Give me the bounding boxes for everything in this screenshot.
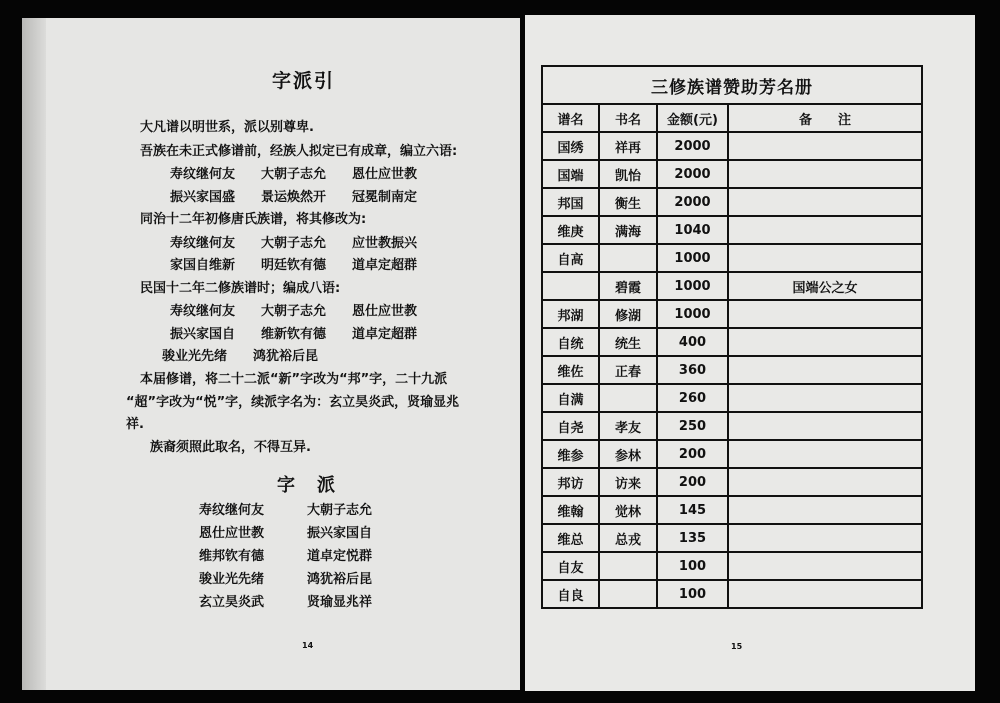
amount-cell: 100 bbox=[657, 580, 728, 608]
book-name-cell bbox=[599, 244, 657, 272]
book-name-cell bbox=[599, 552, 657, 580]
text-line: 振兴家国盛 景运焕然开 冠冕制南定 bbox=[170, 190, 418, 205]
amount-cell: 400 bbox=[657, 328, 728, 356]
book-name-cell: 衡生 bbox=[599, 188, 657, 216]
generation-names: 鸿犹裕后昆 bbox=[307, 572, 373, 587]
pu-name-cell: 维佐 bbox=[542, 356, 599, 384]
text-line: 大凡谱以明世系，派以别尊卑. bbox=[140, 120, 314, 135]
remarks-cell bbox=[728, 468, 922, 496]
text-line: 祥. bbox=[126, 417, 144, 432]
remarks-cell bbox=[728, 356, 922, 384]
pu-name-cell: 邦国 bbox=[542, 188, 599, 216]
amount-cell: 250 bbox=[657, 412, 728, 440]
sponsor-table bbox=[541, 65, 923, 609]
amount-cell: 260 bbox=[657, 384, 728, 412]
remarks-cell bbox=[728, 132, 922, 160]
book-name-cell: 参林 bbox=[599, 440, 657, 468]
book-name-cell: 总戎 bbox=[599, 524, 657, 552]
table-row bbox=[542, 496, 922, 524]
text-line: 同治十二年初修唐氏族谱，将其修改为: bbox=[140, 212, 367, 227]
header-book-name: 书名 bbox=[599, 104, 657, 132]
remarks-cell: 国端公之女 bbox=[728, 272, 922, 300]
table-row bbox=[542, 440, 922, 468]
amount-cell: 1000 bbox=[657, 272, 728, 300]
text-line: 民国十二年二修族谱时；编成八语: bbox=[140, 281, 341, 296]
book-name-cell: 正春 bbox=[599, 356, 657, 384]
text-line: 寿纹继何友 大朝子志允 恩仕应世教 bbox=[170, 304, 418, 319]
pu-name-cell: 维总 bbox=[542, 524, 599, 552]
table-row bbox=[542, 188, 922, 216]
header-remarks: 备 注 bbox=[728, 104, 922, 132]
book-name-cell: 访来 bbox=[599, 468, 657, 496]
pu-name-cell: 自满 bbox=[542, 384, 599, 412]
page-number: 15 bbox=[731, 642, 743, 651]
book-name-cell: 修湖 bbox=[599, 300, 657, 328]
pu-name-cell: 邦访 bbox=[542, 468, 599, 496]
amount-cell: 1040 bbox=[657, 216, 728, 244]
text-line: 寿纹继何友 大朝子志允 恩仕应世教 bbox=[170, 167, 418, 182]
generation-names: 骏业光先绪 bbox=[199, 572, 265, 587]
book-name-cell: 祥再 bbox=[599, 132, 657, 160]
book-name-cell bbox=[599, 384, 657, 412]
section-subtitle: 字 派 bbox=[277, 475, 337, 496]
book-name-cell: 孝友 bbox=[599, 412, 657, 440]
table-row bbox=[542, 356, 922, 384]
table-row bbox=[542, 300, 922, 328]
remarks-cell bbox=[728, 216, 922, 244]
table-row bbox=[542, 216, 922, 244]
amount-cell: 2000 bbox=[657, 132, 728, 160]
table-row bbox=[542, 132, 922, 160]
left-page bbox=[22, 18, 520, 690]
remarks-cell bbox=[728, 384, 922, 412]
table-row bbox=[542, 244, 922, 272]
generation-names: 寿纹继何友 bbox=[199, 503, 265, 518]
amount-cell: 200 bbox=[657, 440, 728, 468]
table-header bbox=[542, 104, 922, 132]
amount-cell: 1000 bbox=[657, 300, 728, 328]
pu-name-cell: 自尧 bbox=[542, 412, 599, 440]
pu-name-cell: 自良 bbox=[542, 580, 599, 608]
pu-name-cell: 邦湖 bbox=[542, 300, 599, 328]
table-row bbox=[542, 552, 922, 580]
remarks-cell bbox=[728, 160, 922, 188]
text-line: 振兴家国自 维新钦有德 道卓定超群 bbox=[170, 327, 418, 342]
amount-cell: 360 bbox=[657, 356, 728, 384]
right-page bbox=[525, 15, 975, 691]
amount-cell: 200 bbox=[657, 468, 728, 496]
pu-name-cell: 国绣 bbox=[542, 132, 599, 160]
text-line: 家国自维新 明廷钦有德 道卓定超群 bbox=[170, 258, 418, 273]
generation-names: 道卓定悦群 bbox=[307, 549, 373, 564]
table-title: 三修族谱赞助芳名册 bbox=[542, 66, 922, 104]
amount-cell: 2000 bbox=[657, 188, 728, 216]
pu-name-cell bbox=[542, 272, 599, 300]
amount-cell: 145 bbox=[657, 496, 728, 524]
book-name-cell: 统生 bbox=[599, 328, 657, 356]
amount-cell: 2000 bbox=[657, 160, 728, 188]
remarks-cell bbox=[728, 328, 922, 356]
amount-cell: 100 bbox=[657, 552, 728, 580]
pu-name-cell: 自统 bbox=[542, 328, 599, 356]
pu-name-cell: 自友 bbox=[542, 552, 599, 580]
page-binding-edge bbox=[22, 18, 46, 690]
pu-name-cell: 维庚 bbox=[542, 216, 599, 244]
generation-names: 恩仕应世教 bbox=[199, 526, 265, 541]
remarks-cell bbox=[728, 412, 922, 440]
table-row bbox=[542, 524, 922, 552]
table-row bbox=[542, 468, 922, 496]
table-row bbox=[542, 328, 922, 356]
text-line: 吾族在未正式修谱前，经族人拟定已有成章，编立六语: bbox=[140, 144, 458, 159]
remarks-cell bbox=[728, 524, 922, 552]
book-name-cell bbox=[599, 580, 657, 608]
generation-names: 维邦钦有德 bbox=[199, 549, 265, 564]
text-line: 骏业光先绪 鸿犹裕后昆 bbox=[162, 349, 319, 364]
text-line: “超”字改为“悦”字，续派字名为：玄立昊炎武，贤瑜显兆 bbox=[126, 395, 460, 410]
page-number: 14 bbox=[302, 641, 314, 650]
remarks-cell bbox=[728, 188, 922, 216]
header-amount: 金额(元) bbox=[657, 104, 728, 132]
pu-name-cell: 维参 bbox=[542, 440, 599, 468]
text-line: 本届修谱，将二十二派“新”字改为“邦”字，二十九派 bbox=[140, 372, 448, 387]
table-row bbox=[542, 412, 922, 440]
pu-name-cell: 自高 bbox=[542, 244, 599, 272]
remarks-cell bbox=[728, 580, 922, 608]
table-row bbox=[542, 272, 922, 300]
generation-names: 贤瑜显兆祥 bbox=[307, 595, 373, 610]
book-name-cell: 凯怡 bbox=[599, 160, 657, 188]
generation-names: 玄立昊炎武 bbox=[199, 595, 265, 610]
remarks-cell bbox=[728, 552, 922, 580]
pu-name-cell: 国端 bbox=[542, 160, 599, 188]
table-row bbox=[542, 384, 922, 412]
text-line: 族裔须照此取名，不得互异. bbox=[150, 440, 311, 455]
table-row bbox=[542, 580, 922, 608]
remarks-cell bbox=[728, 300, 922, 328]
amount-cell: 1000 bbox=[657, 244, 728, 272]
book-name-cell: 觉林 bbox=[599, 496, 657, 524]
book-name-cell: 碧霞 bbox=[599, 272, 657, 300]
remarks-cell bbox=[728, 496, 922, 524]
generation-names: 大朝子志允 bbox=[307, 503, 373, 518]
generation-names: 振兴家国自 bbox=[307, 526, 373, 541]
pu-name-cell: 维翰 bbox=[542, 496, 599, 524]
table-row bbox=[542, 160, 922, 188]
header-pu-name: 谱名 bbox=[542, 104, 599, 132]
remarks-cell bbox=[728, 244, 922, 272]
amount-cell: 135 bbox=[657, 524, 728, 552]
book-name-cell: 满海 bbox=[599, 216, 657, 244]
remarks-cell bbox=[728, 440, 922, 468]
page-title: 字派引 bbox=[272, 70, 336, 92]
text-line: 寿纹继何友 大朝子志允 应世教振兴 bbox=[170, 236, 418, 251]
